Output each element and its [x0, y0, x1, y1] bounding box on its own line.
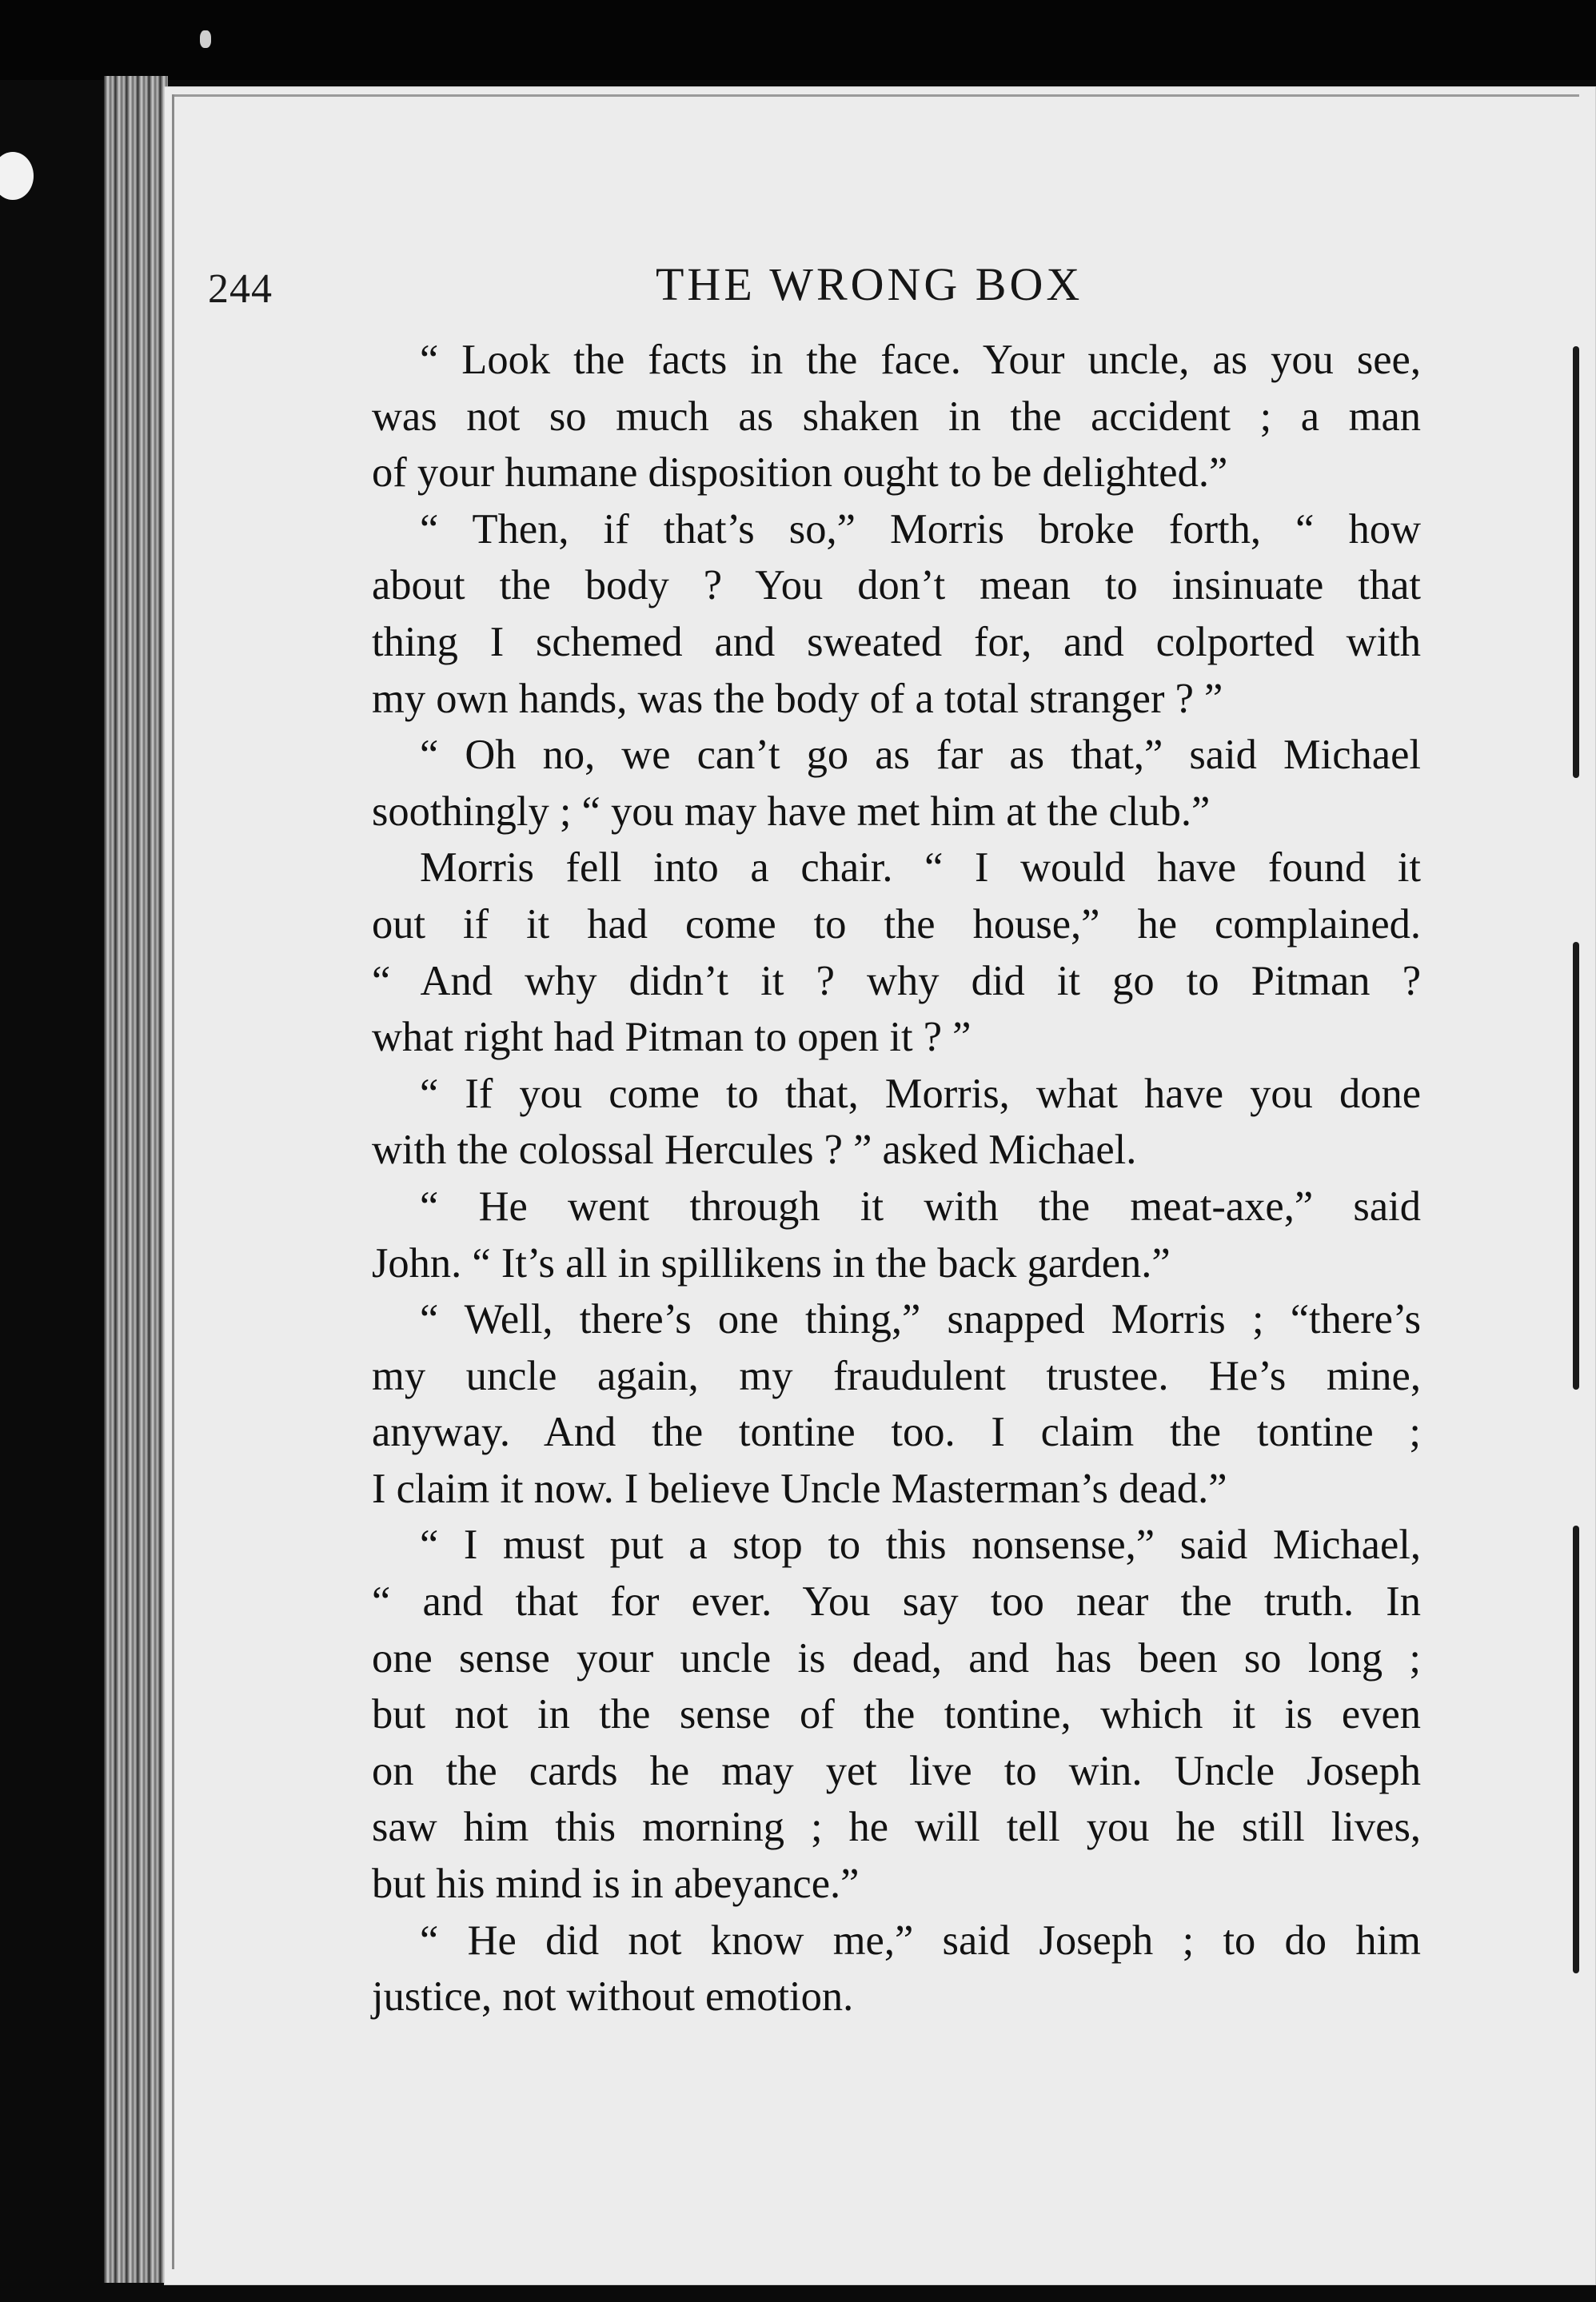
page-header	[208, 249, 1423, 321]
text-line: anyway. And the tontine too. I claim the tontine ;	[372, 1409, 1421, 1456]
text-line: but not in the sense of the tontine, which it is even	[372, 1691, 1421, 1738]
text-line: with the colossal Hercules ? ” asked Michael.	[372, 1127, 1137, 1174]
text-line: “ Oh no, we can’t go as far as that,” said Michael	[420, 732, 1421, 779]
text-line: my uncle again, my fraudulent trustee. He’s mine,	[372, 1352, 1421, 1399]
text-line: thing I schemed and sweated for, and colported with	[372, 618, 1421, 665]
text-line: “ and that for ever. You say too near the truth. In	[372, 1578, 1421, 1626]
running-head: THE WRONG BOX	[656, 258, 1083, 310]
text-line: what right had Pitman to open it ? ”	[372, 1014, 972, 1061]
text-line: but his mind is in abeyance.”	[372, 1861, 860, 1908]
body-text	[372, 332, 1421, 2025]
text-line: Morris fell into a chair. “ I would have found it	[420, 844, 1421, 892]
text-line: “ I must put a stop to this nonsense,” said Michael,	[420, 1522, 1421, 1569]
page-number: 244	[208, 266, 273, 312]
text-line: “ If you come to that, Morris, what have you done	[420, 1070, 1421, 1117]
text-line: “ And why didn’t it ? why did it go to Pitman ?	[372, 957, 1421, 1004]
edge-mark	[1573, 1526, 1579, 1973]
text-line: out if it had come to the house,” he complained.	[372, 900, 1421, 948]
page-edge-stack	[104, 76, 168, 2283]
text-line: “ He went through it with the meat-axe,” said	[420, 1183, 1421, 1230]
edge-mark	[1573, 346, 1579, 778]
text-line: on the cards he may yet live to win. Uncle Joseph	[372, 1747, 1421, 1794]
text-line: was not so much as shaken in the accident ; a man	[372, 393, 1421, 440]
text-line: John. “ It’s all in spillikens in the back garden.”	[372, 1239, 1171, 1287]
text-line: “ He did not know me,” said Joseph ; to do him	[420, 1917, 1421, 1964]
scan-speck	[200, 30, 211, 48]
text-line: I claim it now. I believe Uncle Masterman’s dead.”	[372, 1465, 1227, 1512]
text-line: saw him this morning ; he will tell you he still lives,	[372, 1804, 1421, 1851]
text-line: of your humane disposition ought to be delighted.”	[372, 449, 1228, 497]
text-line: “ Well, there’s one thing,” snapped Morris ; “there’s	[420, 1296, 1421, 1343]
page-left-edge	[172, 94, 174, 2269]
binder-hole	[0, 152, 34, 200]
text-line: my own hands, was the body of a total stranger ? ”	[372, 675, 1223, 722]
text-line: one sense your uncle is dead, and has been so long ;	[372, 1634, 1421, 1682]
text-line: justice, not without emotion.	[372, 1973, 854, 2021]
scanner-background-top	[0, 0, 1596, 80]
text-line: “ Look the facts in the face. Your uncle, as you see,	[420, 337, 1421, 383]
page-top-edge	[172, 94, 1579, 97]
text-line: about the body ? You don’t mean to insinuate that	[372, 562, 1421, 609]
text-line: soothingly ; “ you may have met him at the club.”	[372, 788, 1211, 835]
edge-mark	[1573, 942, 1579, 1390]
text-line: “ Then, if that’s so,” Morris broke forth, “ how	[420, 505, 1421, 553]
